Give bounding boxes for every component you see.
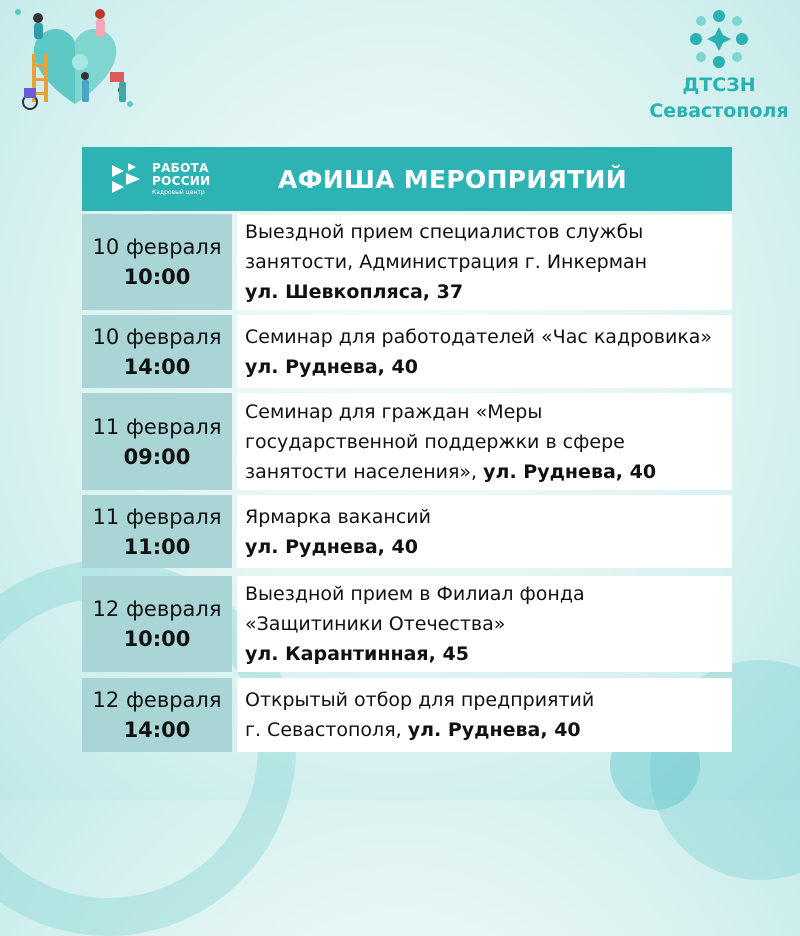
event-line: «Защитиники Отечества» [245, 613, 506, 635]
page-title: АФИША МЕРОПРИЯТИЙ [278, 164, 627, 194]
event-date: 11 февраля [92, 504, 222, 529]
event-line: государственной поддержки в сфере [245, 430, 625, 453]
event-date-cell [82, 576, 232, 672]
event-description [237, 214, 732, 310]
brand-name-line1: ДТСЗН [682, 74, 756, 96]
event-description [237, 678, 732, 752]
event-row [82, 678, 732, 752]
event-line-mixed [245, 715, 732, 745]
event-date-cell [82, 315, 232, 388]
event-date-cell [82, 495, 232, 568]
rabota-rossii-logo-icon [110, 161, 146, 197]
brand-block [644, 8, 794, 122]
event-time: 14:00 [123, 354, 191, 379]
event-date: 12 февраля [92, 688, 222, 712]
dtszn-logo-icon [688, 8, 750, 70]
event-description [237, 393, 732, 490]
event-date: 11 февраля [92, 414, 222, 439]
event-line: Открытый отбор для предприятий [245, 689, 595, 711]
header-bar [82, 147, 732, 211]
event-time: 09:00 [123, 444, 191, 469]
event-time: 14:00 [123, 718, 191, 742]
event-row [82, 315, 732, 388]
event-date-cell [82, 214, 232, 310]
event-address: ул. Руднева, 40 [245, 355, 418, 378]
event-description [237, 576, 732, 672]
event-line: Ярмарка вакансий [245, 505, 431, 528]
event-line: Семинар для граждан «Меры [245, 400, 543, 423]
logo-subtitle: Кадровый центр [152, 188, 205, 196]
event-time: 11:00 [123, 534, 191, 559]
event-row [82, 214, 732, 310]
event-date-cell [82, 678, 232, 752]
event-address: ул. Руднева, 40 [407, 719, 581, 741]
event-date: 10 февраля [92, 235, 222, 259]
event-row [82, 576, 732, 672]
event-line: Выездной прием специалистов службы [245, 221, 644, 243]
event-row [82, 393, 732, 490]
logo-title-1: РАБОТА [152, 160, 209, 175]
brand-name-line2: Севастополя [649, 100, 789, 122]
event-line: Семинар для работодателей «Час кадровика» [245, 325, 713, 348]
rabota-rossii-logo [110, 161, 260, 197]
event-description [237, 495, 732, 568]
event-description [237, 315, 732, 388]
event-line: Выездной прием в Филиал фонда [245, 583, 585, 605]
event-row [82, 495, 732, 568]
event-date-cell [82, 393, 232, 490]
event-time: 10:00 [123, 627, 191, 651]
event-date: 10 февраля [92, 324, 222, 349]
event-time: 10:00 [123, 265, 191, 289]
event-address: ул. Руднева, 40 [245, 535, 418, 558]
volunteers-heart-puzzle-illustration [10, 4, 140, 114]
event-line-text: г. Севастополя, [245, 719, 402, 741]
event-address: ул. Руднева, 40 [483, 460, 657, 483]
logo-title-2: РОССИИ [152, 173, 211, 188]
event-line: занятости, Администрация г. Инкерман [245, 251, 648, 273]
event-address: ул. Шевкопляса, 37 [245, 281, 464, 303]
event-address: ул. Карантинная, 45 [245, 643, 469, 665]
event-date: 12 февраля [92, 597, 222, 621]
event-line-text: занятости населения», [245, 460, 478, 483]
event-line-mixed [245, 457, 732, 487]
